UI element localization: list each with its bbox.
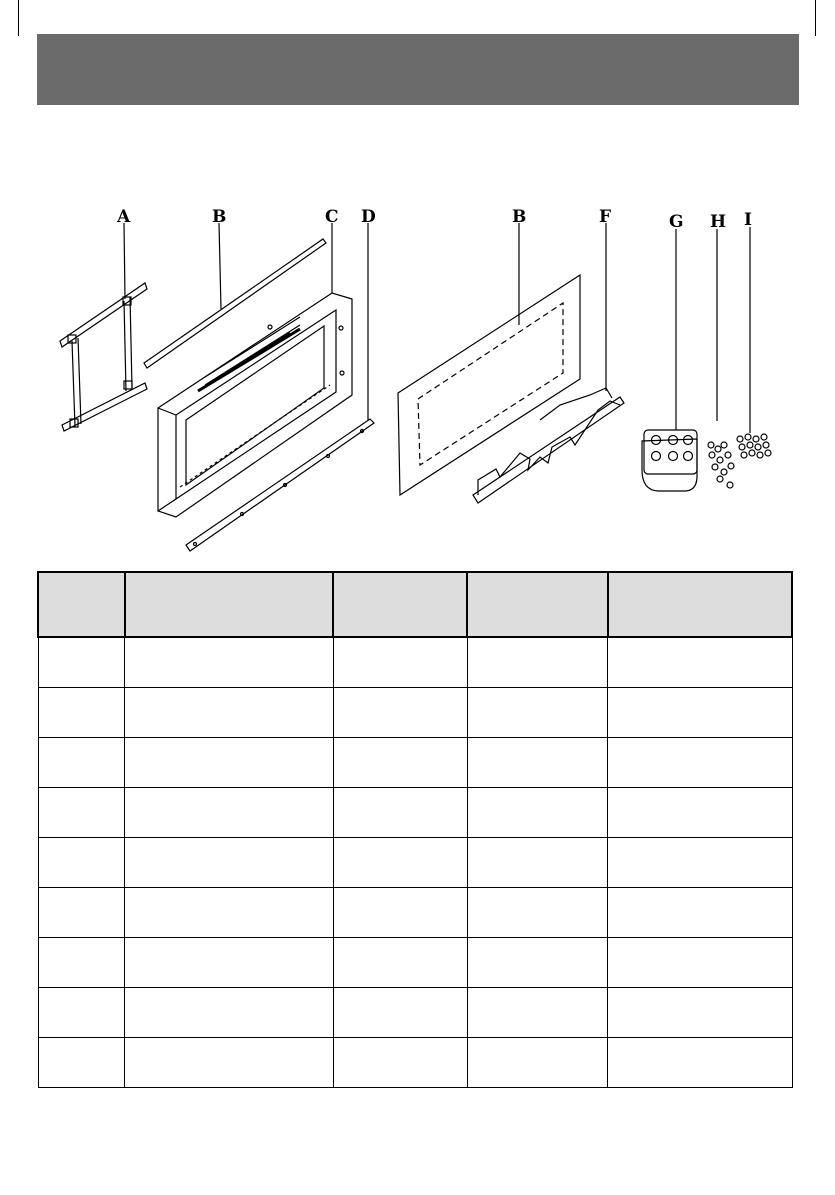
- table-cell: [467, 1038, 608, 1088]
- part-label-h: H: [710, 212, 727, 232]
- table-cell: [467, 788, 608, 838]
- table-cell: [333, 788, 467, 838]
- table-cell: [608, 888, 792, 938]
- table-cell: [467, 738, 608, 788]
- part-g-remote-control: [642, 430, 697, 491]
- table-cell: [467, 838, 608, 888]
- table-cell: [467, 637, 608, 688]
- table-cell: [333, 938, 467, 988]
- table-cell: [38, 637, 125, 688]
- part-label-b-glass: B: [512, 207, 527, 227]
- table-cell: [38, 938, 125, 988]
- table-row: [38, 1038, 792, 1088]
- table-cell: [125, 1038, 334, 1088]
- table-cell: [38, 688, 125, 738]
- table-cell: [125, 637, 334, 688]
- table-cell: [467, 988, 608, 1038]
- parts-diagram: [0, 195, 835, 565]
- leader-lines: [124, 223, 750, 433]
- table-cell: [38, 888, 125, 938]
- table-cell: [125, 738, 334, 788]
- table-cell: [333, 1038, 467, 1088]
- table-cell: [467, 938, 608, 988]
- table-cell: [467, 688, 608, 738]
- part-d-bottom-bracket: [186, 419, 374, 551]
- table-cell: [333, 637, 467, 688]
- part-a-wall-bracket: [60, 283, 147, 431]
- header-cell: [608, 572, 792, 637]
- section-header-bar: [37, 34, 799, 105]
- table-cell: [608, 838, 792, 888]
- table-cell: [38, 988, 125, 1038]
- table-cell: [125, 688, 334, 738]
- table-cell: [608, 788, 792, 838]
- table-cell: [333, 688, 467, 738]
- crop-mark-left: [18, 0, 19, 36]
- table-row: [38, 938, 792, 988]
- header-cell: [467, 572, 608, 637]
- table-row: [38, 888, 792, 938]
- header-cell: [125, 572, 334, 637]
- part-labels: [116, 207, 752, 232]
- part-label-f: F: [599, 207, 612, 227]
- table-cell: [125, 838, 334, 888]
- part-label-d: D: [361, 207, 376, 227]
- header-cell: [38, 572, 125, 637]
- table-cell: [38, 1038, 125, 1088]
- table-cell: [38, 838, 125, 888]
- table-header-row: [38, 572, 792, 637]
- table-cell: [333, 838, 467, 888]
- part-h-screws: [708, 442, 734, 488]
- table-cell: [125, 938, 334, 988]
- part-b-glass-panel: [398, 275, 580, 495]
- table-row: [38, 738, 792, 788]
- table-cell: [333, 988, 467, 1038]
- table-row: [38, 637, 792, 688]
- part-label-b: B: [212, 207, 227, 227]
- table-cell: [608, 688, 792, 738]
- table-row: [38, 688, 792, 738]
- parts-diagram-svg: [0, 195, 835, 565]
- table-cell: [608, 938, 792, 988]
- header-cell: [333, 572, 467, 637]
- table-cell: [467, 888, 608, 938]
- part-label-c: C: [325, 207, 339, 227]
- crop-mark-right: [815, 0, 816, 36]
- table-cell: [608, 1038, 792, 1088]
- part-label-a: A: [117, 207, 131, 227]
- part-label-g: G: [669, 212, 684, 232]
- table-cell: [608, 637, 792, 688]
- table-cell: [333, 738, 467, 788]
- table-cell: [38, 788, 125, 838]
- parts-list-table: [37, 571, 793, 1088]
- table-cell: [125, 988, 334, 1038]
- table-cell: [608, 988, 792, 1038]
- table-cell: [333, 888, 467, 938]
- part-label-i: I: [744, 210, 752, 230]
- part-c-fireplace-body: [158, 293, 352, 517]
- part-f-log-set: [473, 388, 624, 503]
- table-cell: [608, 738, 792, 788]
- table-cell: [125, 788, 334, 838]
- table-cell: [125, 888, 334, 938]
- table-body: [38, 637, 792, 1088]
- part-b-trim-strip: [144, 239, 326, 368]
- table-row: [38, 988, 792, 1038]
- part-i-washers: [737, 434, 771, 458]
- table-row: [38, 788, 792, 838]
- table-cell: [38, 738, 125, 788]
- table-row: [38, 838, 792, 888]
